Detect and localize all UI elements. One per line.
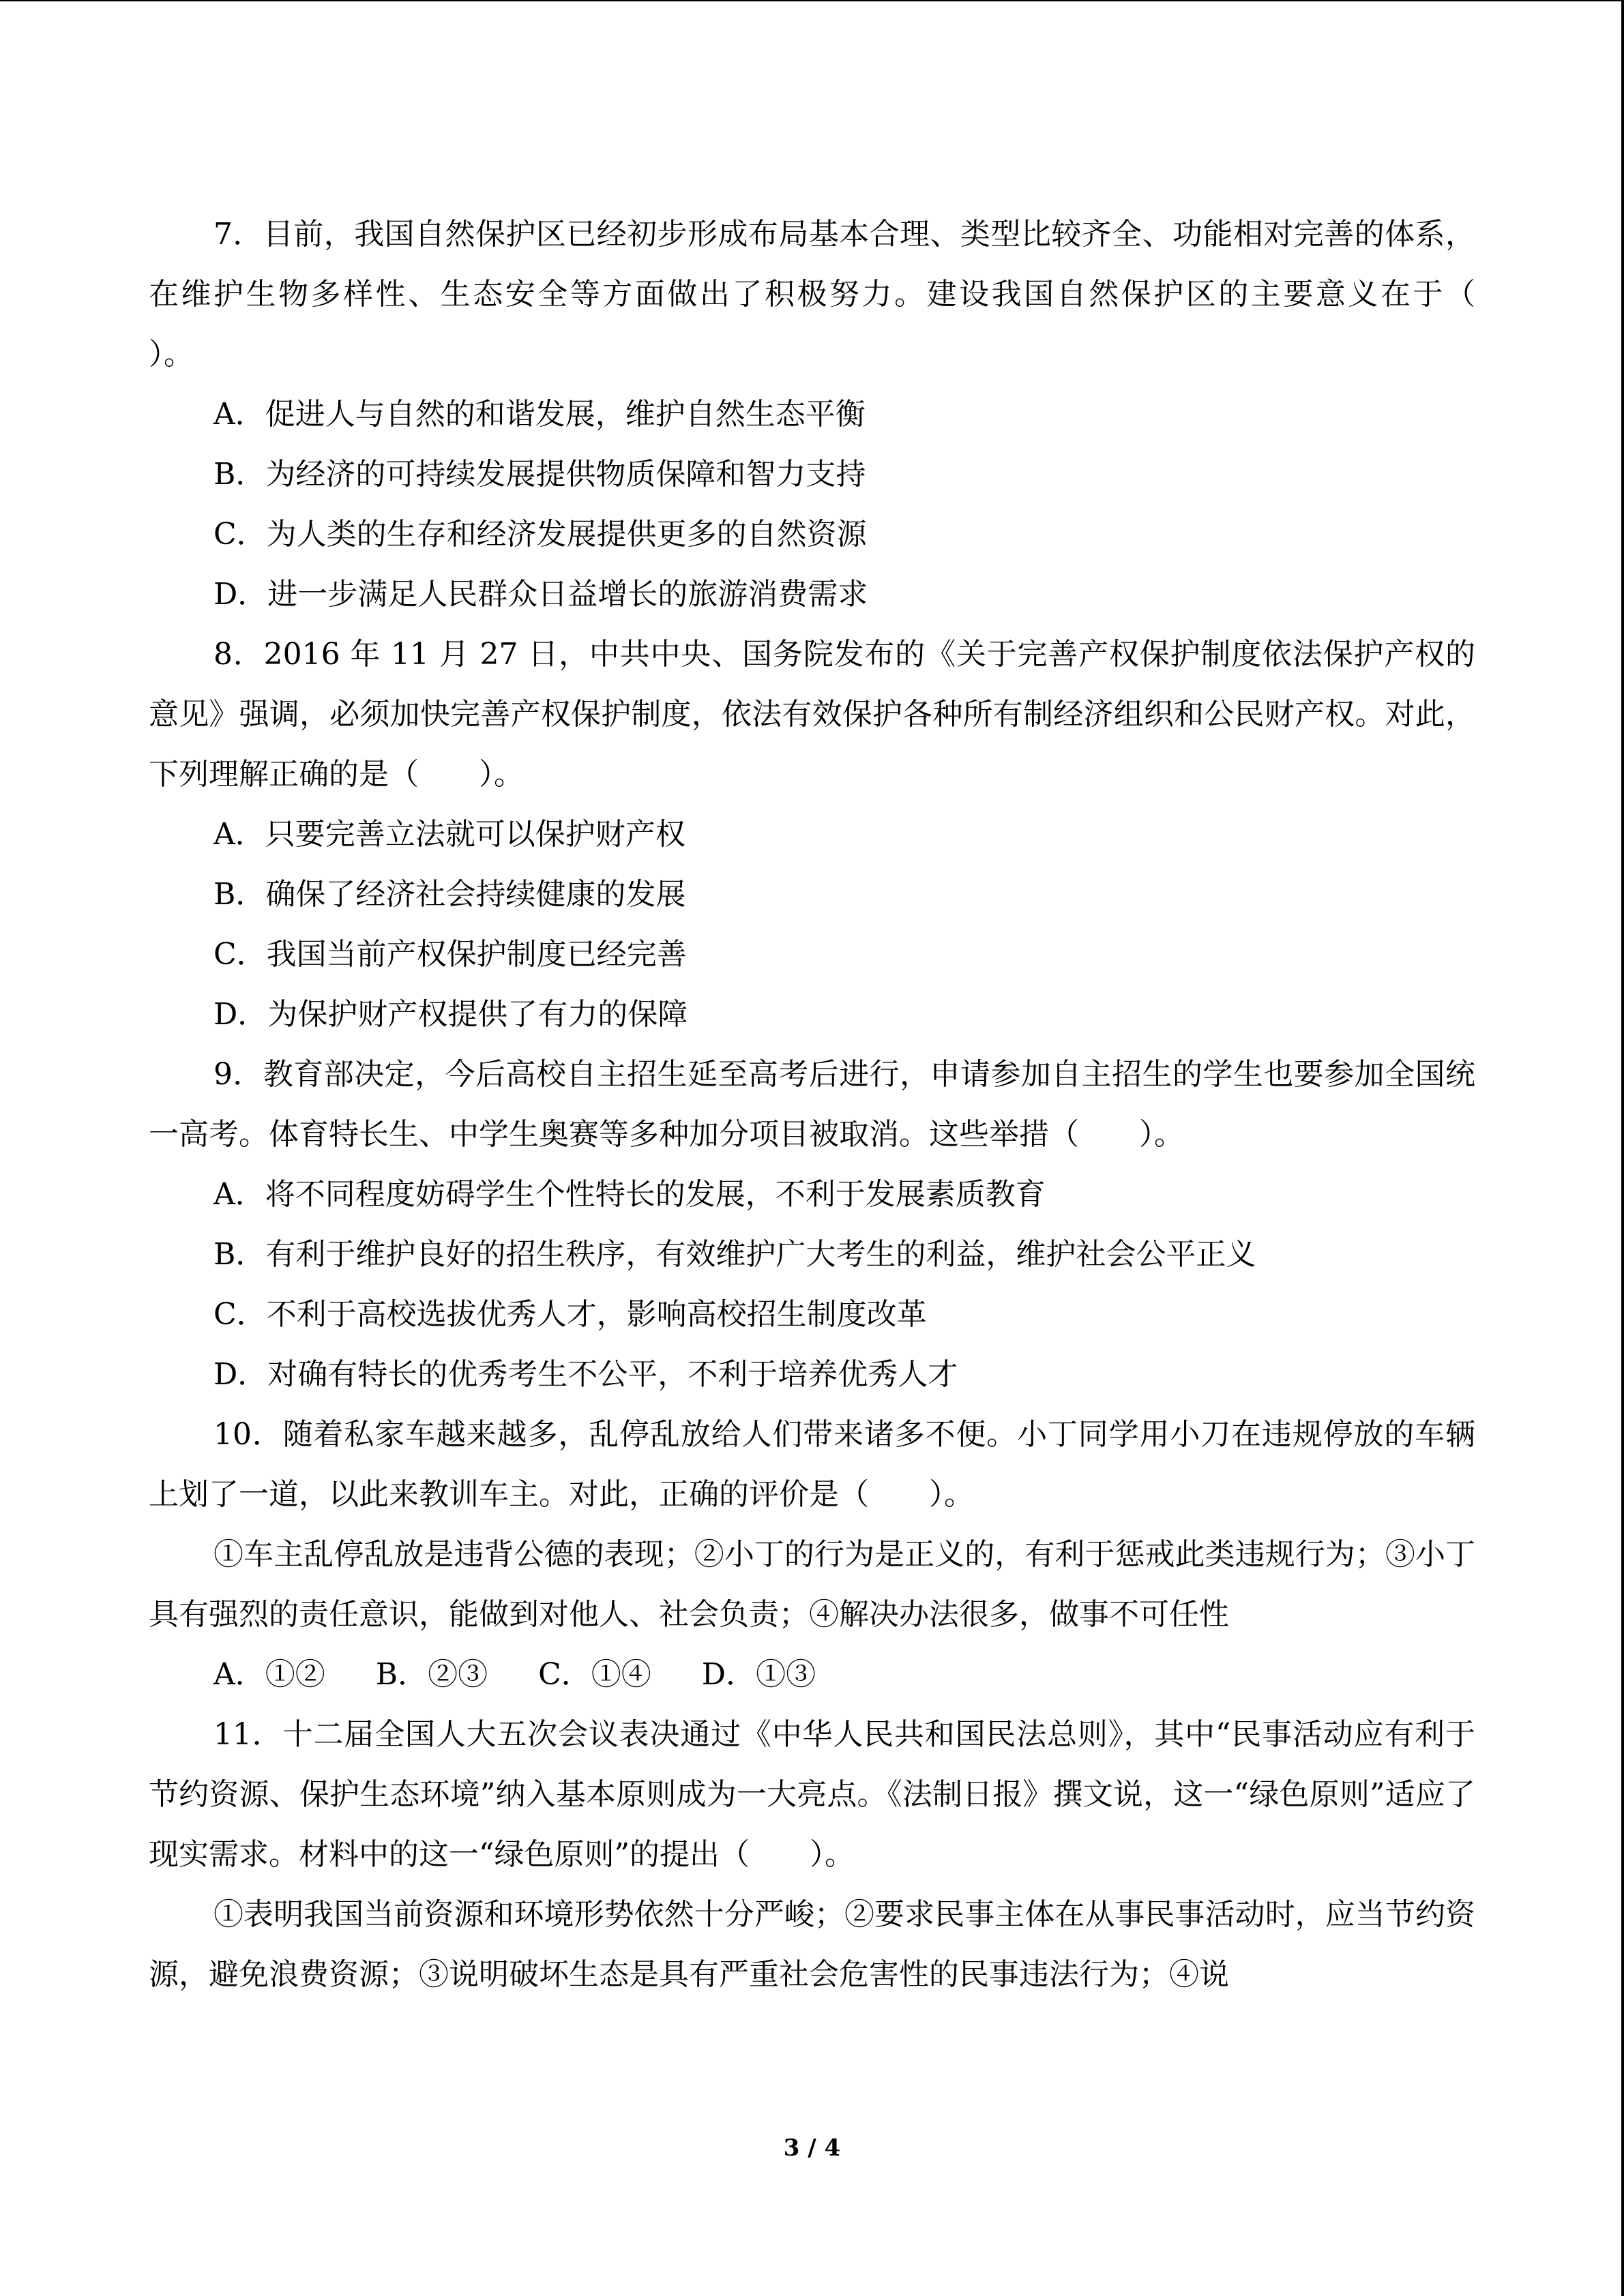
question-7 (149, 205, 1535, 625)
option-b: B．确保了经济社会持续健康的发展 (213, 877, 686, 912)
option-d: D．对确有特长的优秀考生不公平，不利于培养优秀人才 (213, 1357, 958, 1392)
option-a: A．促进人与自然的和谐发展，维护自然生态平衡 (213, 397, 866, 432)
question-stem: 10．随着私家车越来越多，乱停乱放给人们带来诸多不便。小丁同学用小刀在违规停放的车辆上划了一道，以此来教训车主。对此，正确的评价是（ ）。 (149, 1417, 1475, 1512)
question-stem: 7．目前，我国自然保护区已经初步形成布局基本合理、类型比较齐全、功能相对完善的体系，在维护生物多样性、生态安全等方面做出了积极努力。建设我国自然保护区的主要意义在于（ ）。 (149, 217, 1535, 372)
question-stem: 11．十二届全国人大五次会议表决通过《中华人民共和国民法总则》，其中“民事活动应有利于节约资源、保护生态环境”纳入基本原则成为一大亮点。《法制日报》撰文说，这一“绿色原则”适应了现实需求。材料中的这一“绿色原则”的提出（ ）。 (149, 1717, 1475, 1872)
option-c: C．为人类的生存和经济发展提供更多的自然资源 (213, 517, 867, 552)
option-b: B．有利于维护良好的招生秩序，有效维护广大考生的利益，维护社会公平正义 (213, 1237, 1256, 1272)
option-a: A．只要完善立法就可以保护财产权 (213, 817, 685, 852)
question-stem: 9．教育部决定，今后高校自主招生延至高考后进行，申请参加自主招生的学生也要参加全国统一高考。体育特长生、中学生奥赛等多种加分项目被取消。这些举措（ ）。 (149, 1057, 1475, 1152)
option-c: C．①④ (538, 1657, 651, 1692)
option-a: A．将不同程度妨碍学生个性特长的发展，不利于发展素质教育 (213, 1177, 1046, 1212)
option-b: B．为经济的可持续发展提供物质保障和智力支持 (213, 457, 866, 492)
question-stem: 8．2016 年 11 月 27 日，中共中央、国务院发布的《关于完善产权保护制度依法保护产权的意见》强调，必须加快完善产权保护制度，依法有效保护各种所有制经济组织和公民财产权。对此，下列理解正确的是（ ）。 (149, 637, 1475, 792)
question-8 (149, 625, 1475, 1045)
inline-options (149, 1645, 1475, 1705)
option-d: D．①③ (701, 1657, 816, 1692)
option-a: A．①② (213, 1657, 325, 1692)
question-11 (149, 1705, 1475, 2005)
option-b: B．②③ (375, 1657, 488, 1692)
question-statements: ①车主乱停乱放是违背公德的表现；②小丁的行为是正义的，有利于惩戒此类违规行为；③小丁具有强烈的责任意识，能做到对他人、社会负责；④解决办法很多，做事不可任性 (149, 1537, 1475, 1632)
question-10 (149, 1405, 1475, 1705)
page-number: 3 / 4 (783, 2134, 841, 2162)
option-d: D．为保护财产权提供了有力的保障 (213, 997, 688, 1032)
question-9 (149, 1045, 1475, 1405)
option-c: C．我国当前产权保护制度已经完善 (213, 937, 687, 972)
top-border-line (0, 0, 1624, 1)
option-d: D．进一步满足人民群众日益增长的旅游消费需求 (213, 577, 868, 612)
question-statements: ①表明我国当前资源和环境形势依然十分严峻；②要求民事主体在从事民事活动时，应当节约资源，避免浪费资源；③说明破坏生态是具有严重社会危害性的民事违法行为；④说 (149, 1897, 1475, 1992)
page-content (149, 205, 1535, 2005)
right-border-line (1621, 0, 1624, 2296)
option-c: C．不利于高校选拔优秀人才，影响高校招生制度改革 (213, 1297, 927, 1332)
